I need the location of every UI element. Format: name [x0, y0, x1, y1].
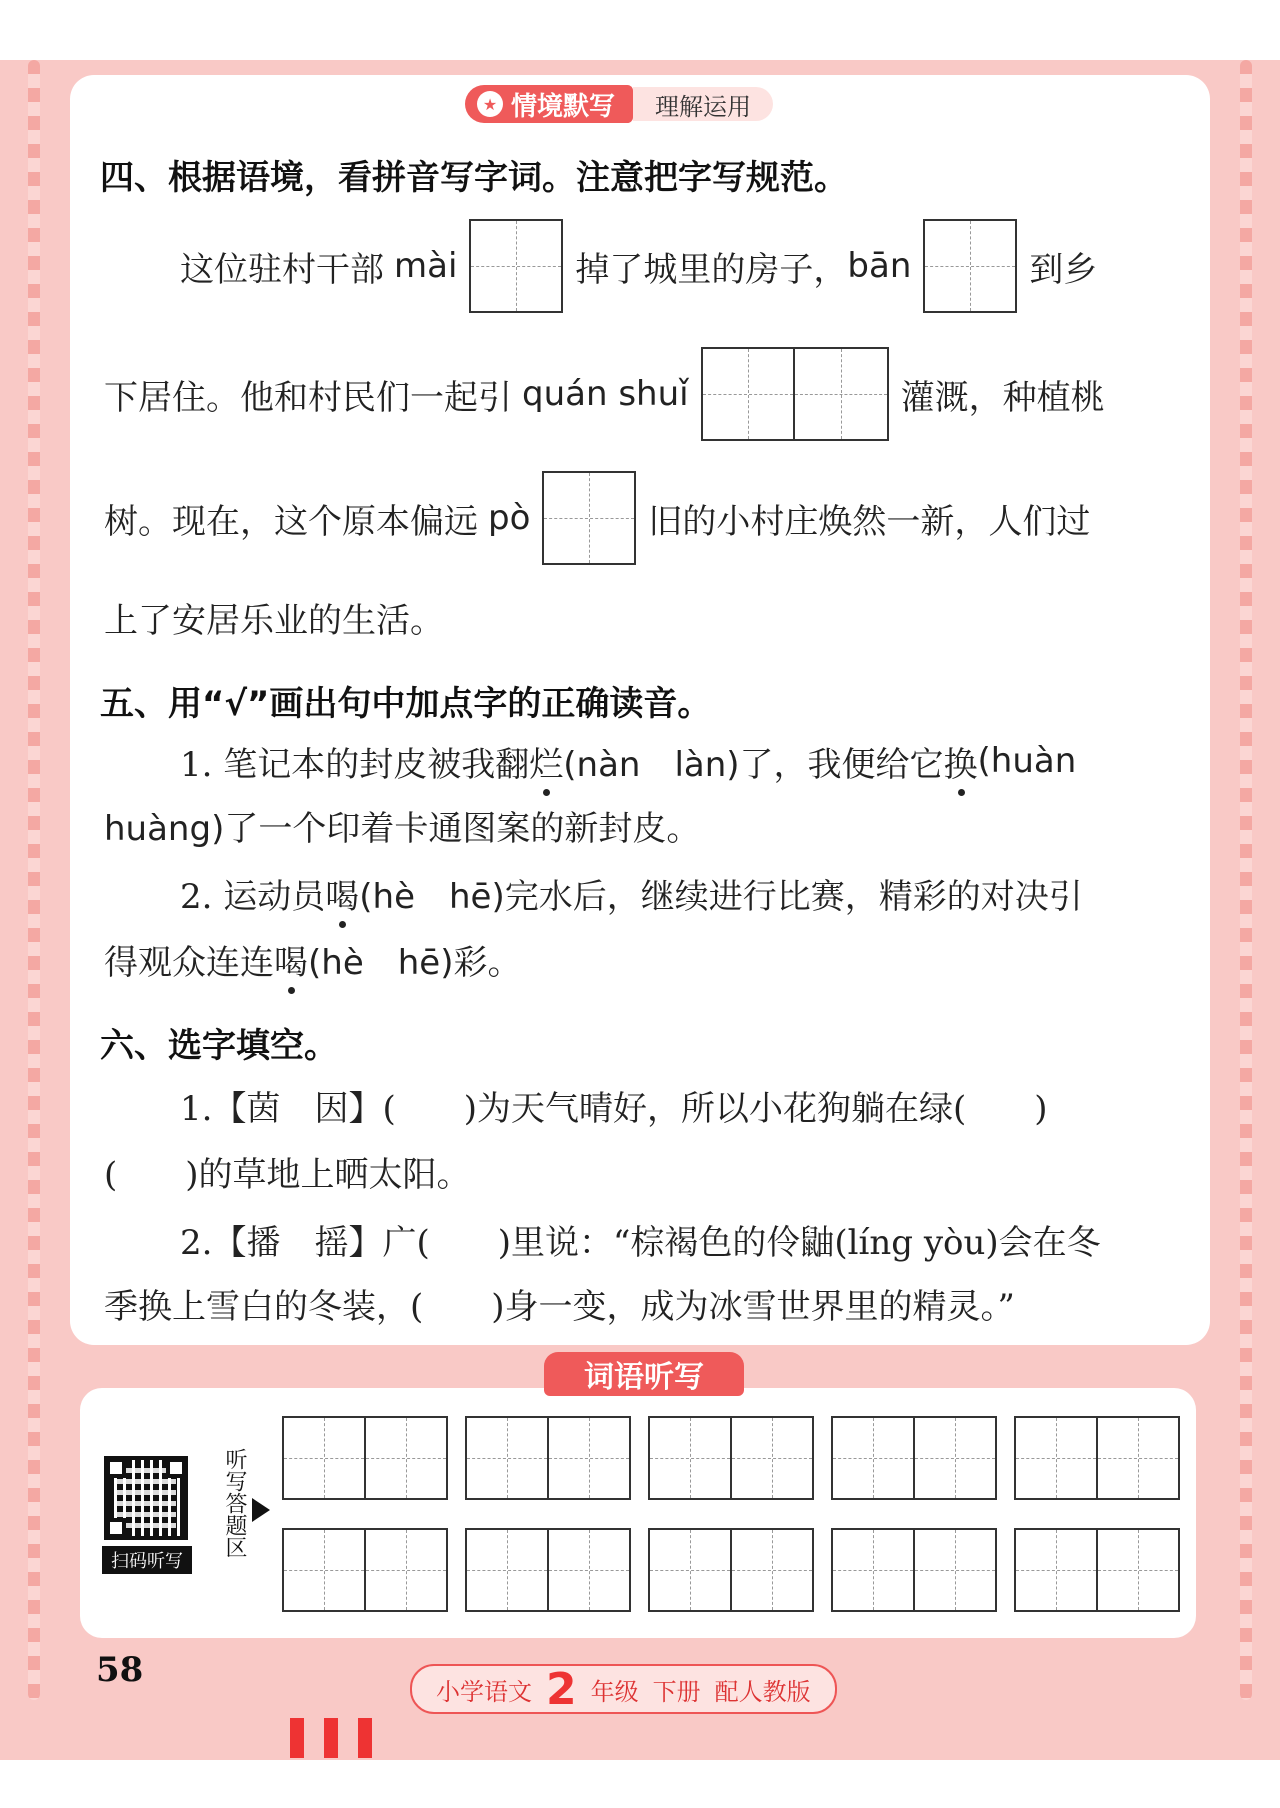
dictation-cell-char[interactable] — [284, 1530, 364, 1610]
s4-l3-pinyin: pò — [488, 498, 531, 538]
footer-subject: 小学语文 — [436, 1677, 532, 1706]
header-tag-main-label: 情境默写 — [511, 91, 616, 122]
page-number: 58 — [96, 1650, 144, 1690]
answer-box-quanshui-1[interactable] — [701, 347, 795, 441]
section5-title: 五、用“√”画出句中加点字的正确读音。 — [100, 684, 712, 724]
section4-line2 — [104, 344, 1105, 444]
dictation-cell[interactable] — [465, 1416, 631, 1500]
s5-q2-text-a: 2. 运动员 — [180, 876, 326, 917]
s4-l1-pinyin2: bān — [847, 246, 912, 286]
arrow-right-icon — [252, 1498, 270, 1522]
dictation-cell-char[interactable] — [833, 1418, 913, 1498]
decorative-bar — [290, 1718, 304, 1758]
section5-q2-line2 — [104, 934, 521, 984]
dictation-cell[interactable] — [282, 1416, 448, 1500]
s4-l2-text-b: 灌溉，种植桃 — [900, 377, 1105, 418]
dictation-cell[interactable] — [465, 1528, 631, 1612]
dictation-cell[interactable] — [1014, 1528, 1180, 1612]
decorative-bar — [324, 1718, 338, 1758]
section6-title: 六、选字填空。 — [100, 1026, 338, 1066]
s5-q2-dotted-char2: 喝 — [274, 935, 308, 984]
s4-l1-text-c: 到乡 — [1029, 249, 1098, 290]
dictation-cell-char[interactable] — [833, 1530, 913, 1610]
answer-box-ban[interactable] — [923, 219, 1017, 313]
s4-l3-text-a: 树。现在，这个原本偏远 — [104, 501, 478, 542]
section5-q1-line1 — [180, 736, 1076, 786]
s5-q1-dotted-char1: 烂 — [529, 737, 563, 786]
section4-line1 — [180, 216, 1097, 316]
header-tag — [465, 84, 773, 124]
section6-q2-line1[interactable]: 2.【播 摇】广( )里说：“棕褐色的伶鼬(líng yòu)会在冬 — [180, 1222, 1101, 1263]
section4-title: 四、根据语境，看拼音写字词。注意把字写规范。 — [100, 158, 848, 198]
footer-banner — [410, 1664, 837, 1714]
qr-corner-tr — [166, 1458, 186, 1478]
dictation-cell[interactable] — [648, 1528, 814, 1612]
dictation-cell-char[interactable] — [650, 1418, 730, 1498]
s4-l3-text-b: 旧的小村庄焕然一新，人们过 — [648, 501, 1091, 542]
dictation-cell-char[interactable] — [1096, 1418, 1178, 1498]
dictation-cell-char[interactable] — [467, 1418, 547, 1498]
dictation-cell[interactable] — [648, 1416, 814, 1500]
s4-l1-text-a: 这位驻村干部 — [180, 249, 384, 290]
frame-border-right — [1240, 60, 1252, 1700]
dictation-cell-char[interactable] — [364, 1418, 446, 1498]
footer-volume: 下册 — [652, 1677, 701, 1706]
s5-q1-options2-start[interactable]: (huàn — [977, 741, 1077, 781]
answer-box-po[interactable] — [542, 471, 636, 565]
dictation-cell-char[interactable] — [364, 1530, 446, 1610]
footer-grade: 年级 — [590, 1677, 639, 1706]
dictation-cell[interactable] — [831, 1528, 997, 1612]
decorative-bar — [358, 1718, 372, 1758]
dictation-cell[interactable] — [1014, 1416, 1180, 1500]
dictation-cell-char[interactable] — [467, 1530, 547, 1610]
section6-q1-line2[interactable]: ( )的草地上晒太阳。 — [104, 1154, 471, 1195]
answer-box-mai[interactable] — [469, 219, 563, 313]
qr-code-icon[interactable] — [104, 1456, 188, 1540]
frame-border-left — [28, 60, 40, 1700]
s5-q1-text-a: 1. 笔记本的封皮被我翻 — [180, 744, 530, 785]
dictation-cell[interactable] — [282, 1528, 448, 1612]
s4-l1-pinyin1: mài — [394, 246, 458, 286]
section6-q2-line2[interactable]: 季换上雪白的冬装，( )身一变，成为冰雪世界里的精灵。” — [104, 1286, 1015, 1327]
dictation-cell-char[interactable] — [547, 1418, 629, 1498]
s5-q2-dotted-char1: 喝 — [325, 869, 359, 918]
dictation-cell-char[interactable] — [913, 1530, 995, 1610]
header-tag-sub: 理解运用 — [633, 87, 773, 121]
answer-area-label: 听写答题区 — [222, 1448, 247, 1558]
qr-corner-tl — [106, 1458, 126, 1478]
section5-q1-line2[interactable]: huàng)了一个印着卡通图案的新封皮。 — [104, 808, 701, 849]
qr-label: 扫码听写 — [102, 1546, 192, 1574]
s4-l2-text-a: 下居住。他和村民们一起引 — [104, 377, 512, 418]
section5-q2-line1 — [180, 868, 1083, 918]
s5-q1-options1[interactable]: (nàn làn)了，我便给它 — [563, 744, 944, 785]
dictation-cell-char[interactable] — [913, 1418, 995, 1498]
s5-q2-text-c: 得观众连连 — [104, 942, 274, 983]
footer-grade-number: 2 — [546, 1663, 577, 1715]
s4-l2-pinyin: quán shuǐ — [522, 374, 689, 414]
s5-q2-options1[interactable]: (hè hē)完水后，继续进行比赛，精彩的对决引 — [359, 876, 1083, 917]
dictation-cell-char[interactable] — [1096, 1530, 1178, 1610]
footer-edition: 配人教版 — [714, 1677, 811, 1706]
decorative-bars — [290, 1718, 372, 1758]
s5-q2-options2[interactable]: (hè hē)彩。 — [308, 942, 522, 983]
answer-box-quanshui[interactable] — [701, 347, 889, 441]
section4-line4: 上了安居乐业的生活。 — [104, 600, 444, 641]
dictation-cell[interactable] — [831, 1416, 997, 1500]
dictation-cell-char[interactable] — [547, 1530, 629, 1610]
s5-q1-dotted-char2: 换 — [944, 737, 978, 786]
section4-line3 — [104, 468, 1090, 568]
dictation-cell-char[interactable] — [730, 1530, 812, 1610]
qr-corner-bl — [106, 1518, 126, 1538]
dictation-cell-char[interactable] — [1016, 1530, 1096, 1610]
s4-l1-text-b: 掉了城里的房子， — [575, 249, 848, 290]
header-tag-main — [465, 85, 633, 123]
section6-q1-line1[interactable]: 1.【茵 因】( )为天气晴好，所以小花狗躺在绿( ) — [180, 1088, 1048, 1129]
answer-box-quanshui-2[interactable] — [795, 347, 889, 441]
medal-icon: ★ — [477, 91, 503, 117]
dictation-title: 词语听写 — [544, 1352, 744, 1396]
dictation-cell-char[interactable] — [1016, 1418, 1096, 1498]
dictation-cell-char[interactable] — [650, 1530, 730, 1610]
dictation-cell-char[interactable] — [284, 1418, 364, 1498]
dictation-cell-char[interactable] — [730, 1418, 812, 1498]
